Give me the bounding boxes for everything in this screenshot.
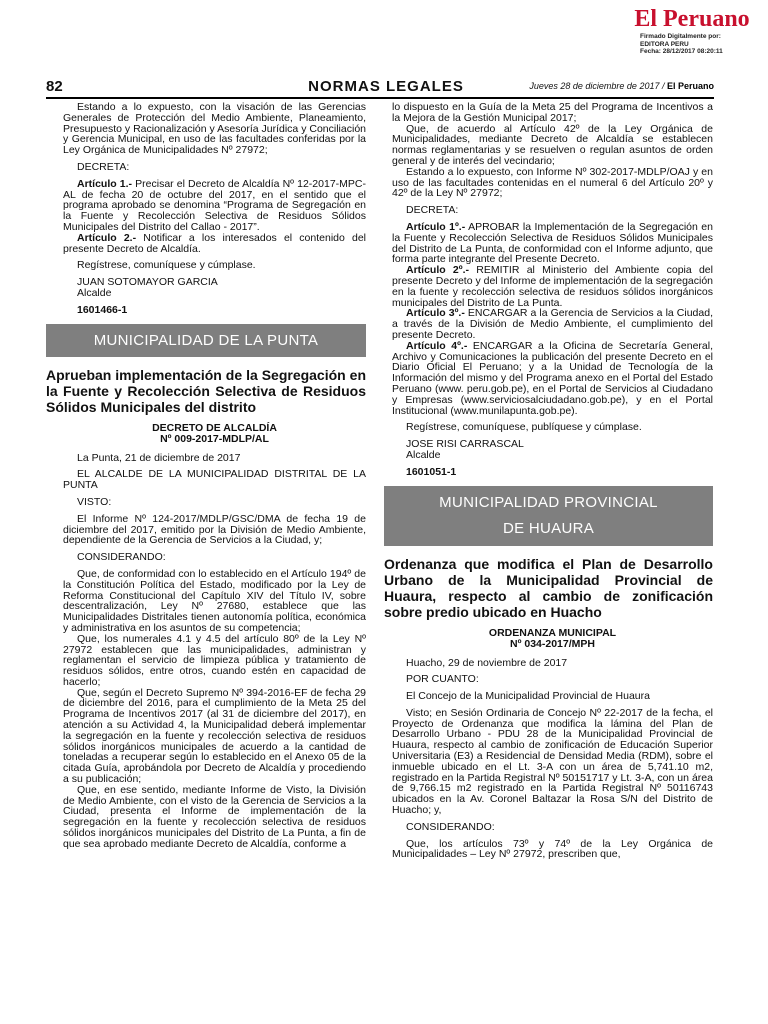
visto-label: VISTO: xyxy=(77,495,112,508)
signer-name: JUAN SOTOMAYOR GARCIA xyxy=(77,276,218,289)
issue-date: Jueves 28 de diciembre de 2017 / El Peruano xyxy=(529,81,714,91)
article-2: Artículo 2º.- REMITIR al Ministerio del Ambiente copia del presente Decreto y del Informe de implementación de la segregación en la fuente y recolección selectiva de residuos sólidos inorgánicos municipales del Distrito de La Punta. xyxy=(392,264,714,309)
publication-code: 1601051-1 xyxy=(406,465,457,478)
decree-number: DECRETO DE ALCALDÍA Nº 009-2017-MDLP/AL xyxy=(152,421,277,445)
ordinance-number: ORDENANZA MUNICIPAL Nº 034-2017/MPH xyxy=(488,626,617,650)
closing-formula: Regístrese, comuníquese y cúmplase. xyxy=(77,259,256,272)
place-date: Huacho, 29 de noviembre de 2017 xyxy=(406,656,568,669)
por-cuanto-label: POR CUANTO: xyxy=(406,673,479,686)
section-bar: MUNICIPALIDAD PROVINCIAL DE HUAURA xyxy=(384,486,713,546)
paragraph: Estando a lo expuesto, con Informe Nº 302-2017-MDLP/OAJ y en uso de las facultades contenidas en el numeral 6 del Artículo 20º y 42º de la Ley Nº 27972; xyxy=(392,165,713,200)
closing-formula: Regístrese, comuníquese, publíquese y cúmplase. xyxy=(406,421,642,434)
article-4: Artículo 4º.- ENCARGAR a la Oficina de Secretaría General, Archivo y Comunicaciones la publicación del presente Decreto en el Diario Oficial El Peruano; y a la Unidad de Tecnología de la Información del mismo y del Programa anexo en el Portal del Estado Peruano (www. peru.gob.pe), en el Portal de Servicios al Ciudadano y Empresas (www.serviciosalciudadano.gob.pe), y en el Portal Institucional (www.munilapunta.gob.pe). xyxy=(392,339,713,417)
paragraph: Que, de acuerdo al Artículo 42º de la Ley Orgánica de Municipalidades, mediante Decreto de Alcaldía se establecen normas reglamentarias y se resuelven o regulan asuntos de orden general y de interés del vecindario; xyxy=(392,122,713,167)
paragraph: Visto; en Sesión Ordinaria de Concejo Nº 22-2017 de la fecha, el Proyecto de Ordenanza que modifica la lámina del Plan de Desarrollo Urbano - PDU 28 de la Municipalidad Provincial de Huaura, respecto al cambio de zonificación de Educación Superior Universitaria (E3) a Residencial de Densidad Media (RDM), sobre el inmueble ubicado en el Lt. 3-A con un área de 5,741.10 m2, registrado en la Partida Registral Nº 50151717 y Lt. 3-A, con un área de 9,766.15 m2 registrado en la Partida Registral Nº 50116743 ubicados en la Av. Coronel Baltazar la Rosa S/N del Distrito de Huacho; y, xyxy=(392,706,713,817)
concejo-line: El Concejo de la Municipalidad Provincial de Huaura xyxy=(406,690,650,703)
page-header xyxy=(46,78,714,94)
article-3: Artículo 3º.- ENCARGAR a la Gerencia de Servicios a la Ciudad, a través de la División de Medio Ambiente, el cumplimiento del presente Decreto. xyxy=(392,307,713,341)
paragraph: Que, según el Decreto Supremo Nº 394-2016-EF de fecha 29 de diciembre del 2016, para el cumplimiento de la Meta 25 del Programa de Incentivos 2017 (al 31 de diciembre del 2017), en atención a su Actividad 4, la Municipalidad deberá implementar la segregación en la fuente y recolección selectiva de residuos sólidos inorgánicos municipales de acuerdo a la cantidad de toneladas a recuperar según lo establecido en el Anexo 05 de la citada Guía, aprobándola por Decreto de Alcaldía y procediendo a su publicación; xyxy=(63,686,366,786)
section-title: NORMAS LEGALES xyxy=(308,77,464,95)
decreta-label: DECRETA: xyxy=(406,204,459,217)
considerando-label: CONSIDERANDO: xyxy=(77,551,166,564)
paragraph: Que, los artículos 73º y 74º de la Ley Orgánica de Municipalidades – Ley Nº 27972, prescriben que, xyxy=(392,837,713,861)
headline: Ordenanza que modifica el Plan de Desarrollo Urbano de la Municipalidad Provincial de Huaura, respecto al cambio de zonificación sobre predio ubicado en Huacho xyxy=(384,555,713,620)
paragraph: Que, en ese sentido, mediante Informe de Visto, la División de Medio Ambiente, con el visto de la Gerencia de Servicios a la Ciudad, presenta el Informe de implementación de la segregación en la fuente y recolección selectiva de residuos sólidos inorgánicos municipales del Distrito de La Punta, a fin de que sea aprobado mediante Decreto de Alcaldía, conforme a xyxy=(63,783,366,850)
decreta-label: DECRETA: xyxy=(77,160,130,173)
considerando-label: CONSIDERANDO: xyxy=(406,820,495,833)
headline: Aprueban implementación de la Segregación en la Fuente y Recolección Selectiva de Residuos Sólidos Municipales del distrito xyxy=(46,366,366,415)
svg-text:El Peruano: El Peruano xyxy=(634,6,750,32)
digital-signature: Firmado Digitalmente por: EDITORA PERU Fecha: 28/12/2017 08:20:11 xyxy=(640,33,723,55)
signer-name: JOSE RISI CARRASCAL xyxy=(406,438,524,451)
alcalde-line: EL ALCALDE DE LA MUNICIPALIDAD DISTRITAL DE LA PUNTA xyxy=(63,468,366,492)
article-2: Artículo 2.- Notificar a los interesados el contenido del presente Decreto de Alcaldía. xyxy=(63,231,366,255)
signer-role: Alcalde xyxy=(406,448,441,461)
paragraph: Que, de conformidad con lo establecido en el Artículo 194º de la Constitución Política del Estado, modificado por la Ley de Reforma Constitucional del Capítulo XIV del Título IV, sobre descentralización, Ley Nº 27680, establece que las Municipalidades Distritales tienen autonomía política, económica y administrativa en los asuntos de su competencia; xyxy=(63,567,366,634)
paragraph: lo dispuesto en la Guía de la Meta 25 del Programa de Incentivos a la Mejora de la Gestión Municipal 2017; xyxy=(392,101,713,124)
column-left xyxy=(46,101,366,850)
paragraph: El Informe Nº 124-2017/MDLP/GSC/DMA de fecha 19 de diciembre del 2017, emitido por la División de Medio Ambiente, dependiente de la Gerencia de Servicios a la Ciudad, y; xyxy=(63,512,366,547)
header-rule xyxy=(46,97,714,99)
place-date: La Punta, 21 de diciembre de 2017 xyxy=(77,451,241,464)
column-right xyxy=(384,101,714,861)
publication-code: 1601466-1 xyxy=(77,303,128,316)
signer-role: Alcalde xyxy=(77,286,112,299)
article-1: Artículo 1º.- APROBAR la Implementación de la Segregación en la Fuente y Recolección Selectiva de Residuos Sólidos Municipales del Distrito de La Punta, de conformidad con el Informe adjunto, que forma parte integrante del Presente Decreto. xyxy=(392,220,713,266)
page-number: 82 xyxy=(46,77,63,95)
section-bar: MUNICIPALIDAD DE LA PUNTA xyxy=(46,324,366,357)
header-brand: El Peruano xyxy=(666,81,714,91)
el-peruano-logo xyxy=(622,4,762,32)
article-1: Artículo 1.- Precisar el Decreto de Alcaldía Nº 12-2017-MPC-AL de fecha 20 de octubre del 2017, en el sentido que el programa aprobado se denomina “Programa de Segregación en la Fuente y Recolección Selectiva de Residuos Sólidos Municipales del Distrito del Callao - 2017”. xyxy=(63,177,366,233)
paragraph: Que, los numerales 4.1 y 4.5 del artículo 80º de la Ley Nº 27972 establecen que las municipalidades, administran y reglamentan el servicio de limpieza pública y tratamiento de residuos sólidos, entre otros, cuando estén en capacidad de hacerlo; xyxy=(63,632,366,688)
paragraph: Estando a lo expuesto, con la visación de las Gerencias Generales de Protección del Medio Ambiente, Planeamiento, Presupuesto y Racionalización y Asesoría Jurídica y Conciliación y Gerencia Municipal, en uso de las facultades conferidas por la Ley Orgánica de Municipalidades Nº 27972; xyxy=(63,101,366,157)
